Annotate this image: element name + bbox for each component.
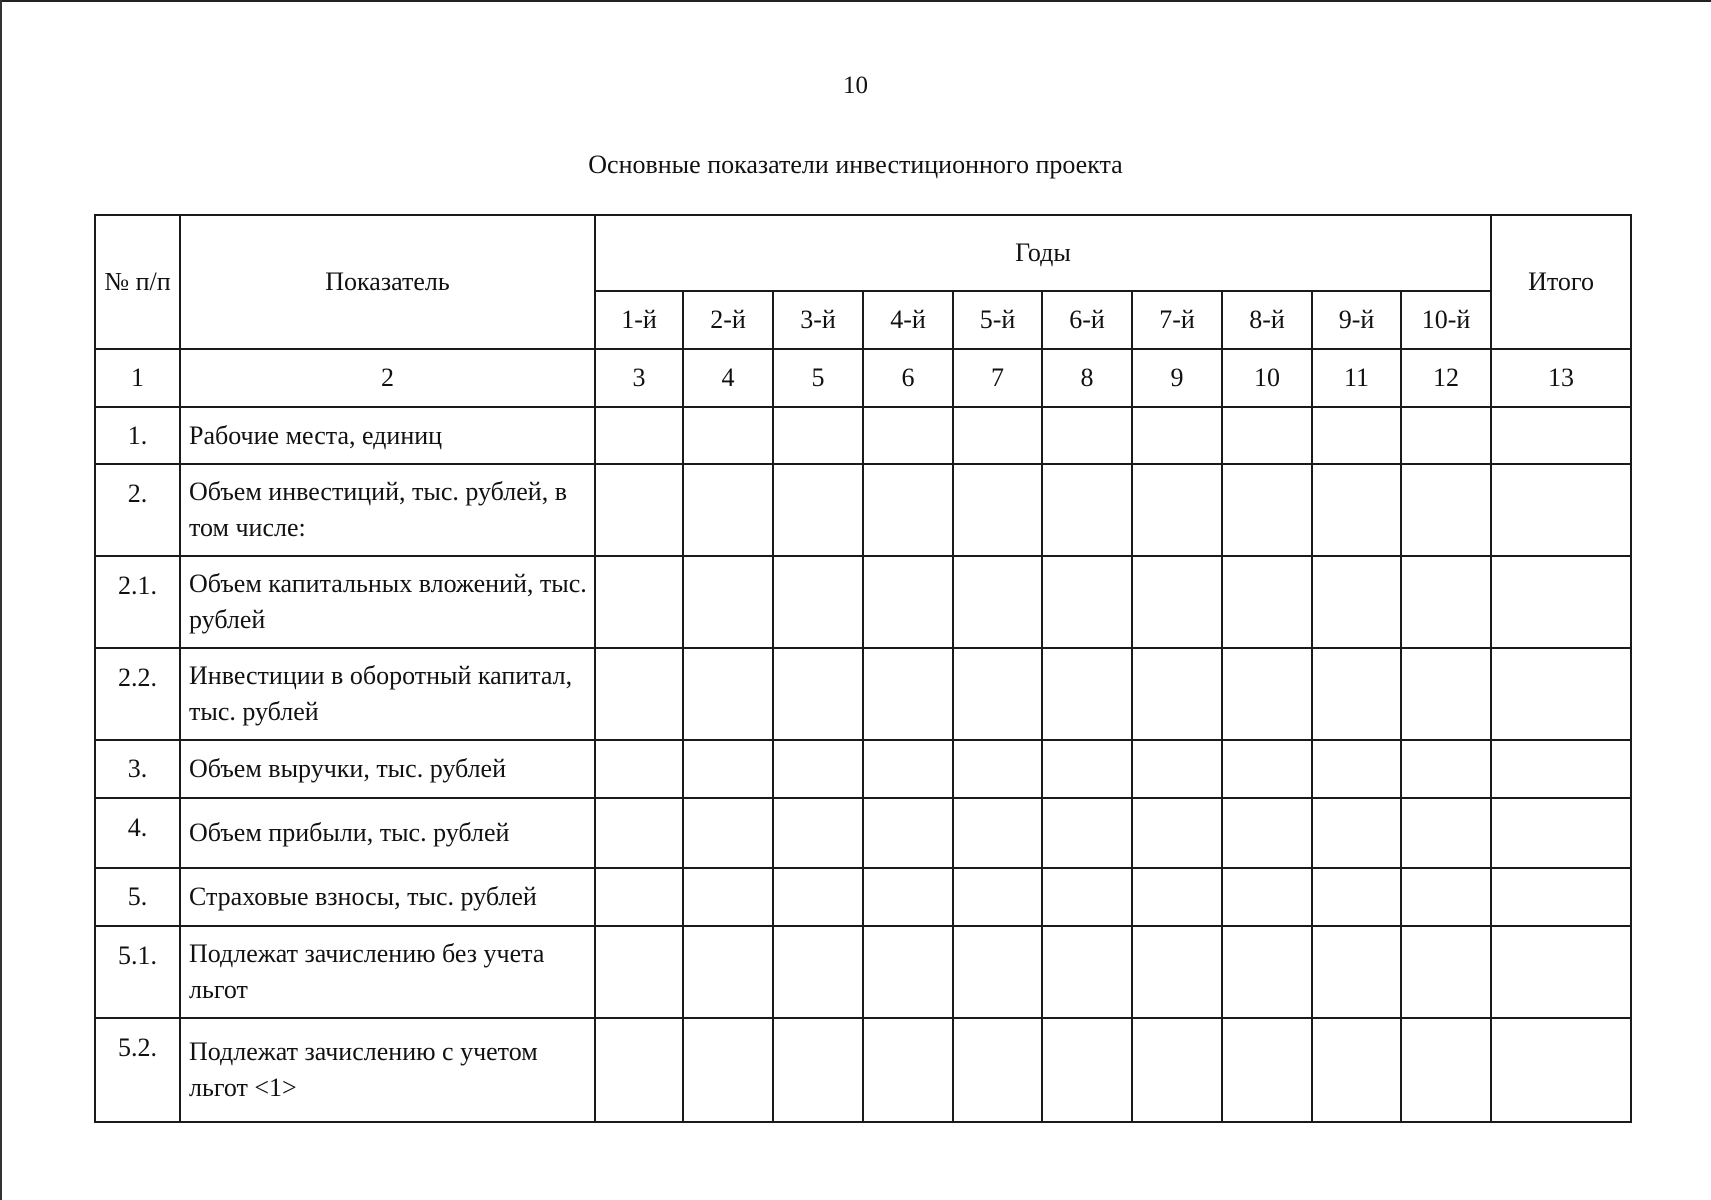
total-cell	[1491, 1018, 1631, 1122]
value-cell	[683, 868, 773, 926]
table-row	[95, 407, 1631, 464]
value-cell	[863, 407, 953, 464]
header-year-8: 8-й	[1222, 291, 1312, 349]
value-cell	[1132, 1018, 1222, 1122]
header-year-2: 2-й	[683, 291, 773, 349]
value-cell	[1132, 740, 1222, 798]
column-number: 10	[1222, 349, 1312, 407]
value-cell	[1042, 740, 1132, 798]
value-cell	[863, 556, 953, 648]
value-cell	[1312, 648, 1401, 740]
value-cell	[1312, 407, 1401, 464]
row-number: 5.2.	[95, 1018, 180, 1122]
total-cell	[1491, 926, 1631, 1018]
row-label: Рабочие места, единиц	[180, 407, 595, 464]
value-cell	[1042, 464, 1132, 556]
value-cell	[773, 868, 863, 926]
value-cell	[1042, 1018, 1132, 1122]
value-cell	[595, 1018, 683, 1122]
header-indicator: Показатель	[180, 215, 595, 349]
row-number: 2.	[95, 464, 180, 556]
value-cell	[1401, 556, 1491, 648]
value-cell	[1312, 740, 1401, 798]
table-row	[95, 868, 1631, 926]
value-cell	[1312, 868, 1401, 926]
total-cell	[1491, 868, 1631, 926]
row-label: Страховые взносы, тыс. рублей	[180, 868, 595, 926]
value-cell	[1401, 1018, 1491, 1122]
value-cell	[1222, 926, 1312, 1018]
value-cell	[1222, 556, 1312, 648]
value-cell	[773, 798, 863, 868]
header-year-1: 1-й	[595, 291, 683, 349]
value-cell	[1222, 740, 1312, 798]
header-year-9: 9-й	[1312, 291, 1401, 349]
row-number: 1.	[95, 407, 180, 464]
row-number: 3.	[95, 740, 180, 798]
value-cell	[1132, 926, 1222, 1018]
column-number: 8	[1042, 349, 1132, 407]
value-cell	[1132, 798, 1222, 868]
value-cell	[863, 464, 953, 556]
value-cell	[595, 648, 683, 740]
value-cell	[773, 648, 863, 740]
column-number: 11	[1312, 349, 1401, 407]
value-cell	[1312, 556, 1401, 648]
value-cell	[1312, 1018, 1401, 1122]
value-cell	[773, 740, 863, 798]
row-label: Инвестиции в оборотный капитал, тыс. рублей	[180, 648, 595, 740]
row-number: 4.	[95, 798, 180, 868]
value-cell	[595, 868, 683, 926]
value-cell	[773, 556, 863, 648]
column-numbers-row	[95, 349, 1631, 407]
value-cell	[1222, 464, 1312, 556]
row-label: Объем инвестиций, тыс. рублей, в том числе:	[180, 464, 595, 556]
row-label: Объем капитальных вложений, тыс. рублей	[180, 556, 595, 648]
header-year-5: 5-й	[953, 291, 1042, 349]
value-cell	[1042, 556, 1132, 648]
row-number: 2.1.	[95, 556, 180, 648]
total-cell	[1491, 798, 1631, 868]
value-cell	[863, 648, 953, 740]
table-row	[95, 648, 1631, 740]
header-years: Годы	[595, 215, 1491, 291]
value-cell	[1042, 407, 1132, 464]
value-cell	[683, 798, 773, 868]
document-title: Основные показатели инвестиционного проекта	[588, 150, 1123, 179]
header-total: Итого	[1491, 215, 1631, 349]
value-cell	[773, 464, 863, 556]
value-cell	[595, 464, 683, 556]
header-row	[95, 215, 1631, 291]
table-row	[95, 926, 1631, 1018]
value-cell	[595, 926, 683, 1018]
value-cell	[1401, 798, 1491, 868]
value-cell	[1042, 798, 1132, 868]
value-cell	[683, 556, 773, 648]
value-cell	[1132, 464, 1222, 556]
value-cell	[953, 648, 1042, 740]
row-label: Объем прибыли, тыс. рублей	[180, 798, 595, 868]
value-cell	[683, 648, 773, 740]
column-number: 4	[683, 349, 773, 407]
value-cell	[773, 1018, 863, 1122]
value-cell	[1132, 648, 1222, 740]
value-cell	[595, 740, 683, 798]
value-cell	[1132, 407, 1222, 464]
value-cell	[1222, 407, 1312, 464]
value-cell	[953, 1018, 1042, 1122]
scan-edge-left	[0, 0, 2, 1200]
value-cell	[863, 1018, 953, 1122]
column-number: 12	[1401, 349, 1491, 407]
table-row	[95, 556, 1631, 648]
header-num: № п/п	[95, 215, 180, 349]
header-year-6: 6-й	[1042, 291, 1132, 349]
row-number: 5.	[95, 868, 180, 926]
value-cell	[1132, 556, 1222, 648]
column-number: 7	[953, 349, 1042, 407]
indicators-table	[94, 214, 1632, 1123]
row-label: Подлежат зачислению с учетом льгот <1>	[180, 1018, 595, 1122]
value-cell	[863, 740, 953, 798]
table-row	[95, 798, 1631, 868]
value-cell	[1042, 648, 1132, 740]
row-label: Объем выручки, тыс. рублей	[180, 740, 595, 798]
value-cell	[595, 798, 683, 868]
value-cell	[1042, 926, 1132, 1018]
table-row	[95, 464, 1631, 556]
value-cell	[953, 798, 1042, 868]
scan-edge-top	[0, 0, 1711, 2]
value-cell	[1401, 648, 1491, 740]
value-cell	[683, 407, 773, 464]
value-cell	[1312, 798, 1401, 868]
column-number: 9	[1132, 349, 1222, 407]
column-number: 3	[595, 349, 683, 407]
value-cell	[1401, 868, 1491, 926]
value-cell	[1401, 407, 1491, 464]
row-number: 2.2.	[95, 648, 180, 740]
table-row	[95, 740, 1631, 798]
value-cell	[1222, 868, 1312, 926]
table-row	[95, 1018, 1631, 1122]
value-cell	[863, 798, 953, 868]
column-number: 1	[95, 349, 180, 407]
value-cell	[863, 926, 953, 1018]
total-cell	[1491, 648, 1631, 740]
column-number: 2	[180, 349, 595, 407]
column-number: 5	[773, 349, 863, 407]
value-cell	[1401, 464, 1491, 556]
value-cell	[683, 926, 773, 1018]
header-year-3: 3-й	[773, 291, 863, 349]
value-cell	[1222, 648, 1312, 740]
page-number: 10	[843, 72, 868, 99]
value-cell	[683, 1018, 773, 1122]
total-cell	[1491, 407, 1631, 464]
row-number: 5.1.	[95, 926, 180, 1018]
header-year-10: 10-й	[1401, 291, 1491, 349]
value-cell	[595, 407, 683, 464]
value-cell	[773, 926, 863, 1018]
value-cell	[953, 464, 1042, 556]
column-number: 6	[863, 349, 953, 407]
value-cell	[1222, 1018, 1312, 1122]
value-cell	[953, 868, 1042, 926]
value-cell	[953, 740, 1042, 798]
header-year-4: 4-й	[863, 291, 953, 349]
value-cell	[953, 407, 1042, 464]
total-cell	[1491, 464, 1631, 556]
value-cell	[953, 926, 1042, 1018]
column-number: 13	[1491, 349, 1631, 407]
value-cell	[1312, 464, 1401, 556]
value-cell	[1401, 926, 1491, 1018]
value-cell	[595, 556, 683, 648]
value-cell	[953, 556, 1042, 648]
total-cell	[1491, 556, 1631, 648]
header-year-7: 7-й	[1132, 291, 1222, 349]
value-cell	[1132, 868, 1222, 926]
value-cell	[863, 868, 953, 926]
row-label: Подлежат зачислению без учета льгот	[180, 926, 595, 1018]
value-cell	[1222, 798, 1312, 868]
value-cell	[1042, 868, 1132, 926]
value-cell	[773, 407, 863, 464]
value-cell	[683, 740, 773, 798]
value-cell	[683, 464, 773, 556]
value-cell	[1312, 926, 1401, 1018]
total-cell	[1491, 740, 1631, 798]
value-cell	[1401, 740, 1491, 798]
